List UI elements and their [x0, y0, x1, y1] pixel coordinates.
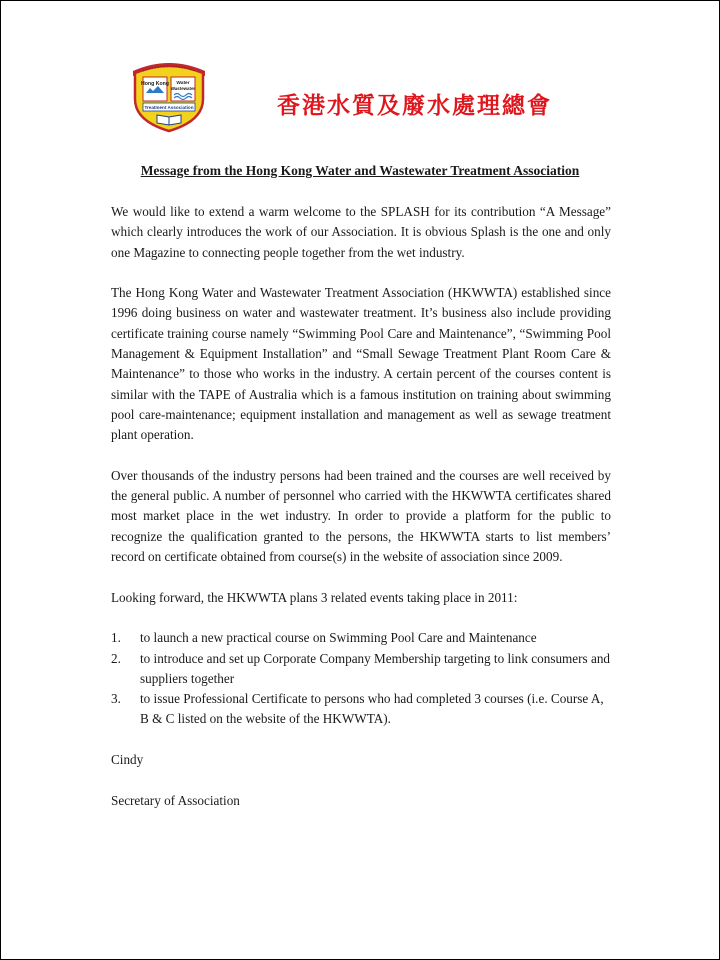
plans-list	[111, 628, 611, 729]
paragraph-about: The Hong Kong Water and Wastewater Treatment Association (HKWWTA) established since 1996 doing business on water and wastewater treatment. It’s business also include providing certificate training course namely “Swimming Pool Care and Maintenance”, “Swimming Pool Management & Equipment Installation” and “Small Sewage Treatment Plant Room Care & Maintenance” to those who works in the industry. A certain percent of the courses content is similar with the TAPE of Australia which is a famous institution on training about swimming pool care-maintenance; equipment installation and management as well as sewage treatment plant operation.	[111, 285, 611, 443]
list-item-number: 1.	[111, 630, 121, 646]
list-item-text: to introduce and set up Corporate Company Membership targeting to link consumers and suppliers together	[140, 650, 611, 686]
list-item	[111, 689, 611, 730]
paragraph-training: Over thousands of the industry persons had been trained and the courses are well received by the general public. A number of personnel who carried with the HKWWTA certificates shared most market place in the wet industry. In order to provide a platform for the public to recognize the qualification granted to the persons, the HKWWTA starts to list members’ record on certificate obtained from course(s) in the website of association since 2009.	[111, 467, 611, 565]
logo-panel-left-text: Hong Kong	[141, 81, 169, 87]
list-item-number: 2.	[111, 650, 121, 666]
association-chinese-name: 香港水質及廢水處理總會	[277, 92, 552, 119]
list-item	[111, 628, 611, 648]
signature-title: Secretary of Association	[111, 792, 240, 808]
message-body	[111, 202, 611, 831]
logo-panel-right-line2: Wastewater	[170, 86, 196, 91]
list-item-text: to launch a new practical course on Swimming Pool Care and Maintenance	[140, 630, 537, 646]
signature-name: Cindy	[111, 752, 144, 768]
list-item-text: to issue Professional Certificate to persons who had completed 3 courses (i.e. Course A, B & C listed on the website of the HKWWTA).	[140, 691, 604, 727]
message-title: Message from the Hong Kong Water and Wastewater Treatment Association	[140, 163, 580, 178]
paragraph-welcome: We would like to extend a warm welcome to the SPLASH for its contribution “A Message” which clearly introduces the work of our Association. It is obvious Splash is the one and only one Magazine to connecting people together from the wet industry.	[111, 204, 611, 260]
list-item-number: 3.	[111, 691, 121, 707]
paragraph-plans-intro: Looking forward, the HKWWTA plans 3 related events taking place in 2011:	[111, 589, 518, 605]
association-logo	[129, 59, 209, 133]
association-logo-emblem	[129, 59, 209, 133]
logo-banner-text: Treatment Association	[144, 105, 194, 110]
logo-panel-right-line1: Water	[176, 81, 190, 86]
list-item	[111, 649, 611, 690]
